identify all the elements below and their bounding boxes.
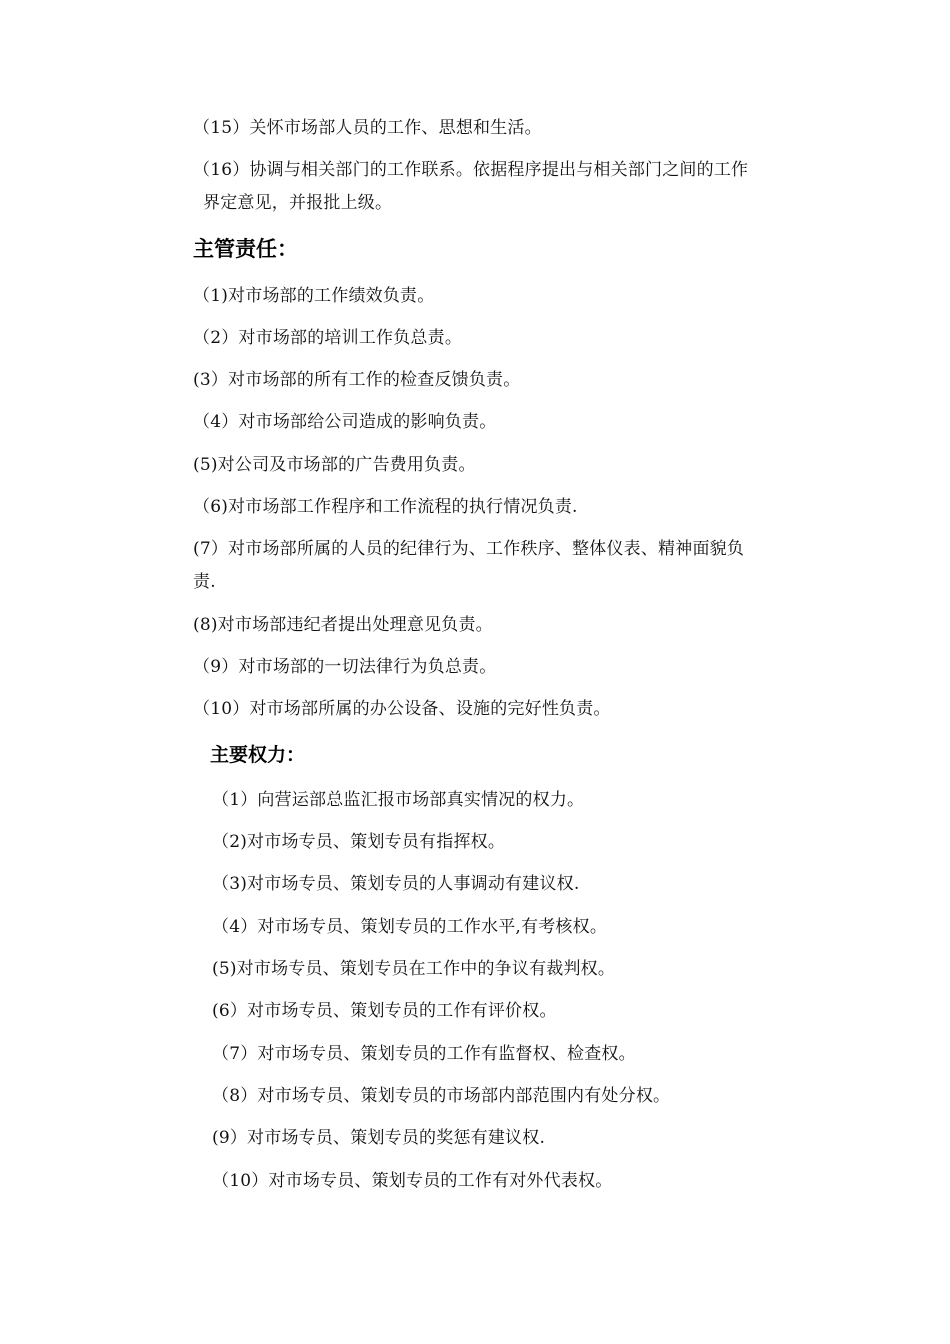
list-item: （7）对市场专员、策划专员的工作有监督权、检查权。 (212, 1044, 636, 1064)
list-item: (3）对市场部的所有工作的检查反馈负责。 (193, 370, 521, 390)
list-item: （9）对市场部的一切法律行为负总责。 (193, 657, 497, 677)
list-item: （4）对市场专员、策划专员的工作水平,有考核权。 (212, 917, 608, 937)
list-item-continuation: 责. (193, 572, 216, 592)
list-item: （10）对市场专员、策划专员的工作有对外代表权。 (212, 1171, 613, 1191)
list-item: (8)对市场部违纪者提出处理意见负责。 (193, 615, 493, 635)
section-heading-responsibility: 主管责任： (193, 237, 298, 261)
list-item: （8）对市场专员、策划专员的市场部内部范围内有处分权。 (212, 1086, 671, 1106)
paragraph-line: （16）协调与相关部门的工作联系。依据程序提出与相关部门之间的工作 (193, 160, 749, 180)
list-item: （2）对市场部的培训工作负总责。 (193, 328, 463, 348)
list-item: (5)对市场专员、策划专员在工作中的争议有裁判权。 (212, 959, 616, 979)
list-item: (5)对公司及市场部的广告费用负责。 (193, 455, 476, 475)
list-item: （4）对市场部给公司造成的影响负责。 (193, 412, 497, 432)
list-item: （1)对市场部的工作绩效负责。 (193, 286, 435, 306)
list-item: （2)对市场专员、策划专员有指挥权。 (212, 832, 506, 852)
list-item: （1）向营运部总监汇报市场部真实情况的权力。 (212, 790, 585, 810)
list-item: (6）对市场专员、策划专员的工作有评价权。 (212, 1001, 557, 1021)
list-item: （10）对市场部所属的办公设备、设施的完好性负责。 (193, 699, 611, 719)
section-heading-authority: 主要权力： (210, 744, 306, 766)
list-item: (9）对市场专员、策划专员的奖惩有建议权. (212, 1128, 546, 1148)
list-item: （3)对市场专员、策划专员的人事调动有建议权. (212, 874, 580, 894)
list-item: (7）对市场部所属的人员的纪律行为、工作秩序、整体仪表、精神面貌负 (193, 539, 745, 559)
list-item: （6)对市场部工作程序和工作流程的执行情况负责. (193, 497, 578, 517)
paragraph-line: （15）关怀市场部人员的工作、思想和生活。 (193, 118, 542, 138)
paragraph-line: 界定意见，并报批上级。 (203, 193, 393, 213)
